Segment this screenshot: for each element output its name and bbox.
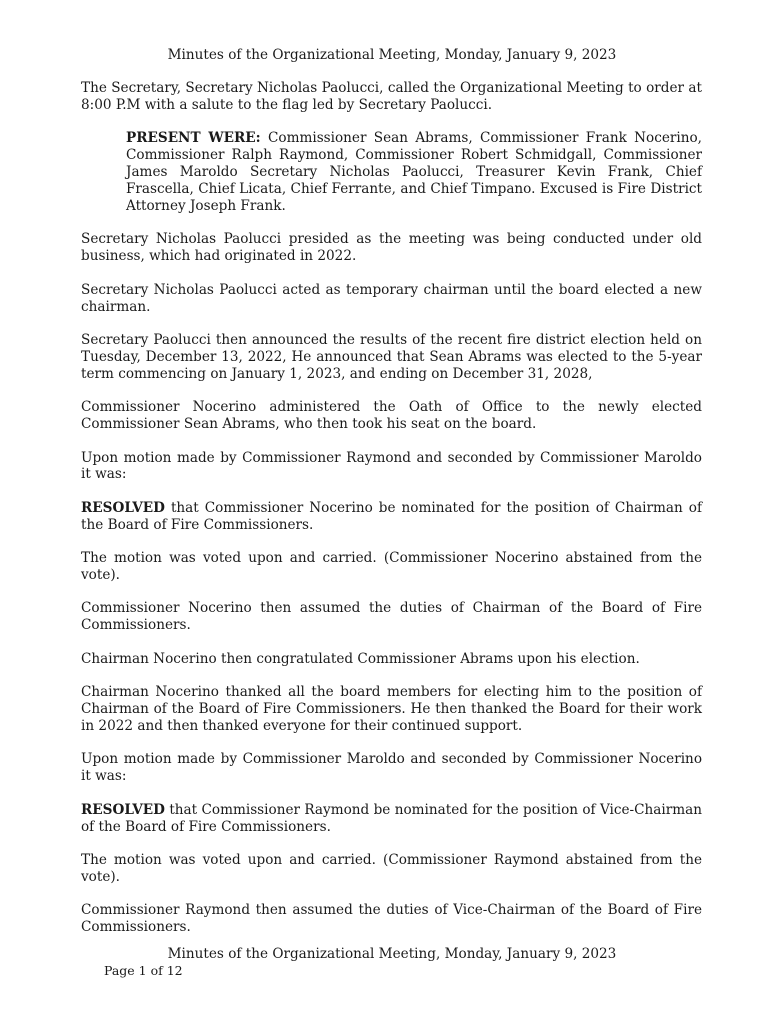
paragraph-motion-vice-chairman: Upon motion made by Commissioner Maroldo and seconded by Commissioner Nocerino it was: xyxy=(81,751,702,785)
page-footer-title: Minutes of the Organizational Meeting, Monday, January 9, 2023 xyxy=(167,946,617,962)
paragraph-temporary-chairman: Secretary Nicholas Paolucci acted as temporary chairman until the board elected a new chairman. xyxy=(81,281,702,315)
paragraph-election-results: Secretary Paolucci then announced the results of the recent fire district election held on Tuesday, December 13, 2022, He announced that Sean Abrams was elected to the 5-year term commencing on January 1, 2023, and ending on December 31, 2028, xyxy=(81,331,702,382)
resolved-label: RESOLVED xyxy=(81,499,165,516)
paragraph-assumed-vice-chairman: Commissioner Raymond then assumed the duties of Vice-Chairman of the Board of Fire Commissioners. xyxy=(81,902,702,936)
paragraph-motion-chairman: Upon motion made by Commissioner Raymond and seconded by Commissioner Maroldo it was: xyxy=(81,449,702,483)
paragraph-assumed-chairman: Commissioner Nocerino then assumed the duties of Chairman of the Board of Fire Commissioners. xyxy=(81,600,702,634)
paragraph-call-to-order: The Secretary, Secretary Nicholas Paolucci, called the Organizational Meeting to order at 8:00 P.M with a salute to the flag led by Secretary Paolucci. xyxy=(81,80,702,113)
paragraph-presided: Secretary Nicholas Paolucci presided as the meeting was being conducted under old business, which had originated in 2022. xyxy=(81,231,702,265)
paragraph-congratulated: Chairman Nocerino then congratulated Commissioner Abrams upon his election. xyxy=(81,650,640,667)
paragraph-thanks: Chairman Nocerino thanked all the board members for electing him to the position of Chairman of the Board of Fire Commissioners. He then thanked the Board for their work in 2022 and then thanked everyone for their continued support. xyxy=(81,684,702,734)
document-body xyxy=(81,80,702,953)
resolved-label: RESOLVED xyxy=(81,801,165,818)
paragraph-resolved-chairman: RESOLVED that Commissioner Nocerino be nominated for the position of Chairman of the Board of Fire Commissioners. xyxy=(81,499,702,533)
paragraph-vote-chairman: The motion was voted upon and carried. (Commissioner Nocerino abstained from the vote). xyxy=(81,550,702,584)
page-number: Page 1 of 12 xyxy=(104,963,183,978)
page-header-title: Minutes of the Organizational Meeting, Monday, January 9, 2023 xyxy=(167,47,617,63)
paragraph-vote-vice-chairman: The motion was voted upon and carried. (Commissioner Raymond abstained from the vote). xyxy=(81,852,702,885)
present-were-label: PRESENT WERE: xyxy=(126,130,261,147)
paragraph-attendance: PRESENT WERE: Commissioner Sean Abrams, Commissioner Frank Nocerino, Commissioner Ralph Raymond, Commissioner Robert Schmidgall, Commissioner James Maroldo Secretary Nicholas Paolucci, Treasurer Kevin Frank, Chief Frascella, Chief Licata, Chief Ferrante, and Chief Timpano. Excused is Fire District Attorney Joseph Frank. xyxy=(126,130,703,214)
paragraph-oath-of-office: Commissioner Nocerino administered the Oath of Office to the newly elected Commissioner Sean Abrams, who then took his seat on the board. xyxy=(81,399,702,433)
paragraph-resolved-vice-chairman: RESOLVED that Commissioner Raymond be nominated for the position of Vice-Chairman of the Board of Fire Commissioners. xyxy=(81,801,702,835)
